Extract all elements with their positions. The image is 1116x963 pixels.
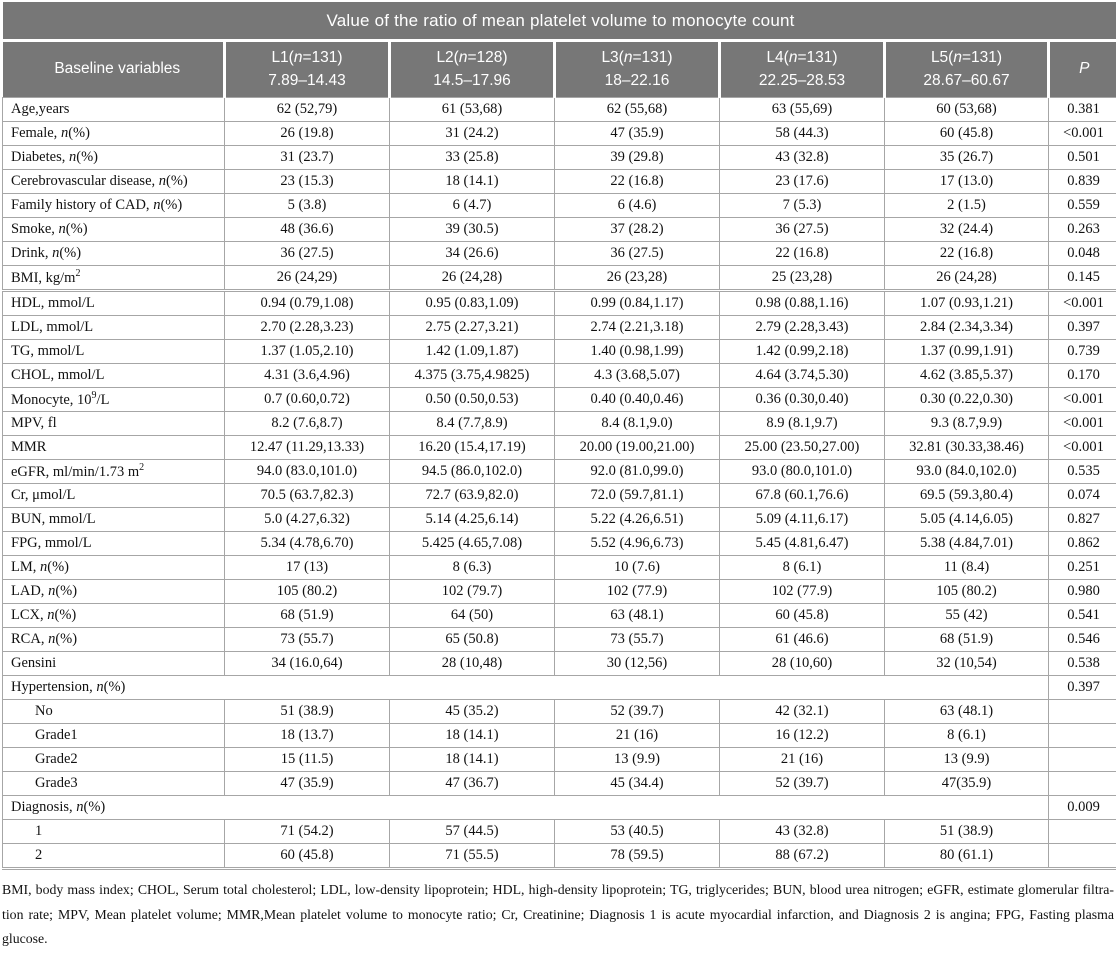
value-cell: 39 (29.8)	[555, 146, 720, 170]
value-cell: 31 (23.7)	[225, 146, 390, 170]
p-value-cell	[1049, 700, 1116, 724]
value-cell: 60 (53,68)	[885, 98, 1049, 122]
p-value-cell: <0.001	[1049, 291, 1116, 316]
value-cell: 25 (23,28)	[720, 266, 885, 291]
value-cell: 32 (10,54)	[885, 652, 1049, 676]
value-cell: 0.50 (0.50,0.53)	[390, 388, 555, 412]
value-cell: 11 (8.4)	[885, 556, 1049, 580]
table-title: Value of the ratio of mean platelet volume to monocyte count	[3, 2, 1116, 41]
value-cell: 8 (6.1)	[885, 724, 1049, 748]
p-value-cell: <0.001	[1049, 388, 1116, 412]
p-value-cell: 0.538	[1049, 652, 1116, 676]
value-cell: 45 (35.2)	[390, 700, 555, 724]
p-value-cell: <0.001	[1049, 122, 1116, 146]
table-row	[3, 604, 1116, 628]
value-cell: 4.3 (3.68,5.07)	[555, 364, 720, 388]
value-cell: 69.5 (59.3,80.4)	[885, 484, 1049, 508]
value-cell: 10 (7.6)	[555, 556, 720, 580]
row-label: 2	[3, 844, 225, 869]
table-row	[3, 266, 1116, 291]
value-cell: 1.37 (1.05,2.10)	[225, 340, 390, 364]
value-cell: 47 (35.9)	[555, 122, 720, 146]
row-label: Diagnosis, n(%)	[3, 796, 1049, 820]
table-row	[3, 724, 1116, 748]
table-row	[3, 436, 1116, 460]
p-value-cell: 0.541	[1049, 604, 1116, 628]
value-cell: 1.07 (0.93,1.21)	[885, 291, 1049, 316]
value-cell: 2.70 (2.28,3.23)	[225, 316, 390, 340]
row-label: Grade3	[3, 772, 225, 796]
table-row	[3, 170, 1116, 194]
row-label: Drink, n(%)	[3, 242, 225, 266]
value-cell: 1.37 (0.99,1.91)	[885, 340, 1049, 364]
value-cell: 8 (6.3)	[390, 556, 555, 580]
table-row	[3, 556, 1116, 580]
value-cell: 25.00 (23.50,27.00)	[720, 436, 885, 460]
value-cell: 42 (32.1)	[720, 700, 885, 724]
value-cell: 47(35.9)	[885, 772, 1049, 796]
p-value-cell	[1049, 844, 1116, 869]
value-cell: 52 (39.7)	[720, 772, 885, 796]
row-label: MPV, fl	[3, 412, 225, 436]
p-value-cell: 0.251	[1049, 556, 1116, 580]
p-value-cell: 0.739	[1049, 340, 1116, 364]
value-cell: 5.22 (4.26,6.51)	[555, 508, 720, 532]
value-cell: 18 (14.1)	[390, 748, 555, 772]
value-cell: 105 (80.2)	[225, 580, 390, 604]
value-cell: 51 (38.9)	[225, 700, 390, 724]
column-header-quintile: L4(n=131) 22.25–28.53	[720, 41, 885, 98]
value-cell: 39 (30.5)	[390, 218, 555, 242]
p-value-cell: <0.001	[1049, 412, 1116, 436]
p-value-cell: 0.009	[1049, 796, 1116, 820]
value-cell: 71 (55.5)	[390, 844, 555, 869]
p-value-cell: 0.501	[1049, 146, 1116, 170]
value-cell: 68 (51.9)	[225, 604, 390, 628]
table-row	[3, 820, 1116, 844]
p-value-cell: 0.381	[1049, 98, 1116, 122]
value-cell: 8 (6.1)	[720, 556, 885, 580]
value-cell: 61 (53,68)	[390, 98, 555, 122]
value-cell: 105 (80.2)	[885, 580, 1049, 604]
value-cell: 26 (24,28)	[885, 266, 1049, 291]
p-value-cell: 0.145	[1049, 266, 1116, 291]
value-cell: 20.00 (19.00,21.00)	[555, 436, 720, 460]
value-cell: 36 (27.5)	[225, 242, 390, 266]
row-label: Cerebrovascular disease, n(%)	[3, 170, 225, 194]
table-row	[3, 652, 1116, 676]
value-cell: 0.95 (0.83,1.09)	[390, 291, 555, 316]
p-value-cell	[1049, 724, 1116, 748]
value-cell: 2.74 (2.21,3.18)	[555, 316, 720, 340]
value-cell: 16.20 (15.4,17.19)	[390, 436, 555, 460]
value-cell: 5.0 (4.27,6.32)	[225, 508, 390, 532]
value-cell: 55 (42)	[885, 604, 1049, 628]
value-cell: 0.36 (0.30,0.40)	[720, 388, 885, 412]
value-cell: 53 (40.5)	[555, 820, 720, 844]
value-cell: 0.98 (0.88,1.16)	[720, 291, 885, 316]
value-cell: 80 (61.1)	[885, 844, 1049, 869]
value-cell: 22 (16.8)	[720, 242, 885, 266]
row-label: Family history of CAD, n(%)	[3, 194, 225, 218]
p-value-cell: 0.546	[1049, 628, 1116, 652]
table-row	[3, 796, 1116, 820]
value-cell: 28 (10,48)	[390, 652, 555, 676]
value-cell: 35 (26.7)	[885, 146, 1049, 170]
table-footnote: BMI, body mass index; CHOL, Serum total cholesterol; LDL, low-density lipoprotein; HDL, high-density lipoprotein; TG, triglycerides; BUN, blood urea nitrogen; eGFR, estimate glomerular filtra-tion rate; MPV, Mean platelet volume; MMR,Mean platelet volume to monocyte ratio; Cr, Creatinine; Diagnosis 1 is acute myocardial infarction, and Diagnosis 2 is angina; FPG, Fasting plasma glucose.	[2, 882, 1114, 947]
value-cell: 15 (11.5)	[225, 748, 390, 772]
table-row	[3, 194, 1116, 218]
row-label: 1	[3, 820, 225, 844]
value-cell: 13 (9.9)	[555, 748, 720, 772]
value-cell: 22 (16.8)	[555, 170, 720, 194]
row-label: Age,years	[3, 98, 225, 122]
value-cell: 63 (48.1)	[555, 604, 720, 628]
value-cell: 2.75 (2.27,3.21)	[390, 316, 555, 340]
p-value-cell	[1049, 748, 1116, 772]
value-cell: 32.81 (30.33,38.46)	[885, 436, 1049, 460]
value-cell: 7 (5.3)	[720, 194, 885, 218]
row-label: LAD, n(%)	[3, 580, 225, 604]
value-cell: 0.30 (0.22,0.30)	[885, 388, 1049, 412]
value-cell: 16 (12.2)	[720, 724, 885, 748]
table-row	[3, 844, 1116, 869]
p-value-cell: 0.535	[1049, 460, 1116, 484]
value-cell: 8.2 (7.6,8.7)	[225, 412, 390, 436]
table-row	[3, 291, 1116, 316]
value-cell: 26 (19.8)	[225, 122, 390, 146]
value-cell: 4.31 (3.6,4.96)	[225, 364, 390, 388]
table-row	[3, 146, 1116, 170]
value-cell: 93.0 (80.0,101.0)	[720, 460, 885, 484]
p-value-cell: 0.048	[1049, 242, 1116, 266]
column-header-quintile: L5(n=131) 28.67–60.67	[885, 41, 1049, 98]
value-cell: 60 (45.8)	[885, 122, 1049, 146]
value-cell: 2.84 (2.34,3.34)	[885, 316, 1049, 340]
value-cell: 93.0 (84.0,102.0)	[885, 460, 1049, 484]
value-cell: 4.62 (3.85,5.37)	[885, 364, 1049, 388]
p-value-cell: 0.559	[1049, 194, 1116, 218]
value-cell: 17 (13.0)	[885, 170, 1049, 194]
table-row	[3, 316, 1116, 340]
value-cell: 12.47 (11.29,13.33)	[225, 436, 390, 460]
value-cell: 94.5 (86.0,102.0)	[390, 460, 555, 484]
value-cell: 6 (4.7)	[390, 194, 555, 218]
row-label: Hypertension, n(%)	[3, 676, 1049, 700]
value-cell: 60 (45.8)	[720, 604, 885, 628]
p-value-cell	[1049, 820, 1116, 844]
value-cell: 18 (14.1)	[390, 170, 555, 194]
value-cell: 73 (55.7)	[555, 628, 720, 652]
row-label: LDL, mmol/L	[3, 316, 225, 340]
value-cell: 26 (24,28)	[390, 266, 555, 291]
value-cell: 31 (24.2)	[390, 122, 555, 146]
value-cell: 8.4 (8.1,9.0)	[555, 412, 720, 436]
table-row	[3, 364, 1116, 388]
value-cell: 36 (27.5)	[720, 218, 885, 242]
value-cell: 13 (9.9)	[885, 748, 1049, 772]
value-cell: 18 (13.7)	[225, 724, 390, 748]
column-header-row	[3, 41, 1116, 98]
value-cell: 1.42 (1.09,1.87)	[390, 340, 555, 364]
value-cell: 63 (55,69)	[720, 98, 885, 122]
row-label: eGFR, ml/min/1.73 $m^2$	[3, 460, 225, 484]
value-cell: 5.14 (4.25,6.14)	[390, 508, 555, 532]
value-cell: 88 (67.2)	[720, 844, 885, 869]
value-cell: 5.34 (4.78,6.70)	[225, 532, 390, 556]
value-cell: 45 (34.4)	[555, 772, 720, 796]
value-cell: 5 (3.8)	[225, 194, 390, 218]
table-row	[3, 388, 1116, 412]
value-cell: 23 (17.6)	[720, 170, 885, 194]
value-cell: 5.45 (4.81,6.47)	[720, 532, 885, 556]
value-cell: 102 (77.9)	[555, 580, 720, 604]
row-label: LM, n(%)	[3, 556, 225, 580]
value-cell: 5.09 (4.11,6.17)	[720, 508, 885, 532]
value-cell: 52 (39.7)	[555, 700, 720, 724]
p-value-cell	[1049, 772, 1116, 796]
value-cell: 72.0 (59.7,81.1)	[555, 484, 720, 508]
table-row	[3, 122, 1116, 146]
value-cell: 92.0 (81.0,99.0)	[555, 460, 720, 484]
row-label: LCX, n(%)	[3, 604, 225, 628]
column-header-p-value: P	[1049, 41, 1116, 98]
value-cell: 30 (12,56)	[555, 652, 720, 676]
value-cell: 6 (4.6)	[555, 194, 720, 218]
column-header-quintile: L2(n=128) 14.5–17.96	[390, 41, 555, 98]
value-cell: 26 (24,29)	[225, 266, 390, 291]
p-value-cell: 0.397	[1049, 676, 1116, 700]
table-row	[3, 676, 1116, 700]
value-cell: 78 (59.5)	[555, 844, 720, 869]
value-cell: 5.425 (4.65,7.08)	[390, 532, 555, 556]
p-value-cell: 0.862	[1049, 532, 1116, 556]
table-row	[3, 748, 1116, 772]
value-cell: 18 (14.1)	[390, 724, 555, 748]
value-cell: 8.4 (7.7,8.9)	[390, 412, 555, 436]
value-cell: 61 (46.6)	[720, 628, 885, 652]
table-row	[3, 580, 1116, 604]
table-row	[3, 460, 1116, 484]
value-cell: 102 (79.7)	[390, 580, 555, 604]
table-row	[3, 218, 1116, 242]
p-value-cell: 0.839	[1049, 170, 1116, 194]
row-label: HDL, mmol/L	[3, 291, 225, 316]
table-body	[3, 98, 1116, 869]
value-cell: 72.7 (63.9,82.0)	[390, 484, 555, 508]
value-cell: 0.40 (0.40,0.46)	[555, 388, 720, 412]
value-cell: 5.05 (4.14,6.05)	[885, 508, 1049, 532]
value-cell: 43 (32.8)	[720, 146, 885, 170]
row-label: Smoke, n(%)	[3, 218, 225, 242]
value-cell: 57 (44.5)	[390, 820, 555, 844]
row-label: Grade2	[3, 748, 225, 772]
table-row	[3, 98, 1116, 122]
value-cell: 1.40 (0.98,1.99)	[555, 340, 720, 364]
value-cell: 102 (77.9)	[720, 580, 885, 604]
value-cell: 0.99 (0.84,1.17)	[555, 291, 720, 316]
value-cell: 43 (32.8)	[720, 820, 885, 844]
value-cell: 23 (15.3)	[225, 170, 390, 194]
table-row	[3, 772, 1116, 796]
p-value-cell: 0.827	[1049, 508, 1116, 532]
row-label: MMR	[3, 436, 225, 460]
table-row	[3, 628, 1116, 652]
value-cell: 26 (23,28)	[555, 266, 720, 291]
value-cell: 37 (28.2)	[555, 218, 720, 242]
p-value-cell: 0.170	[1049, 364, 1116, 388]
row-label: CHOL, mmol/L	[3, 364, 225, 388]
row-label: BUN, mmol/L	[3, 508, 225, 532]
row-label: BMI, $kg/m^2$	[3, 266, 225, 291]
value-cell: 60 (45.8)	[225, 844, 390, 869]
value-cell: 51 (38.9)	[885, 820, 1049, 844]
p-value-cell: <0.001	[1049, 436, 1116, 460]
column-header-baseline-variables: Baseline variables	[3, 41, 225, 98]
p-value-cell: 0.074	[1049, 484, 1116, 508]
table-header	[3, 2, 1116, 98]
value-cell: 1.42 (0.99,2.18)	[720, 340, 885, 364]
value-cell: 2.79 (2.28,3.43)	[720, 316, 885, 340]
value-cell: 21 (16)	[555, 724, 720, 748]
row-label: TG, mmol/L	[3, 340, 225, 364]
value-cell: 17 (13)	[225, 556, 390, 580]
baseline-variables-table	[2, 2, 1116, 870]
value-cell: 68 (51.9)	[885, 628, 1049, 652]
value-cell: 32 (24.4)	[885, 218, 1049, 242]
value-cell: 63 (48.1)	[885, 700, 1049, 724]
row-label: Diabetes, n(%)	[3, 146, 225, 170]
value-cell: 21 (16)	[720, 748, 885, 772]
table-row	[3, 700, 1116, 724]
value-cell: 67.8 (60.1,76.6)	[720, 484, 885, 508]
row-label: Female, n(%)	[3, 122, 225, 146]
table-row	[3, 242, 1116, 266]
row-label: Gensini	[3, 652, 225, 676]
value-cell: 34 (26.6)	[390, 242, 555, 266]
row-label: No	[3, 700, 225, 724]
value-cell: 28 (10,60)	[720, 652, 885, 676]
table-row	[3, 532, 1116, 556]
value-cell: 22 (16.8)	[885, 242, 1049, 266]
value-cell: 33 (25.8)	[390, 146, 555, 170]
table-row	[3, 484, 1116, 508]
value-cell: 0.94 (0.79,1.08)	[225, 291, 390, 316]
value-cell: 2 (1.5)	[885, 194, 1049, 218]
column-header-quintile: L3(n=131) 18–22.16	[555, 41, 720, 98]
value-cell: 48 (36.6)	[225, 218, 390, 242]
table-title-row	[3, 2, 1116, 41]
value-cell: 47 (35.9)	[225, 772, 390, 796]
row-label: RCA, n(%)	[3, 628, 225, 652]
value-cell: 62 (52,79)	[225, 98, 390, 122]
value-cell: 62 (55,68)	[555, 98, 720, 122]
column-header-quintile: L1(n=131) 7.89–14.43	[225, 41, 390, 98]
row-label: Cr, μmol/L	[3, 484, 225, 508]
value-cell: 5.38 (4.84,7.01)	[885, 532, 1049, 556]
value-cell: 36 (27.5)	[555, 242, 720, 266]
row-label: Monocyte, $10^9/L$	[3, 388, 225, 412]
row-label: FPG, mmol/L	[3, 532, 225, 556]
p-value-cell: 0.263	[1049, 218, 1116, 242]
table-row	[3, 508, 1116, 532]
value-cell: 47 (36.7)	[390, 772, 555, 796]
value-cell: 65 (50.8)	[390, 628, 555, 652]
value-cell: 94.0 (83.0,101.0)	[225, 460, 390, 484]
value-cell: 64 (50)	[390, 604, 555, 628]
value-cell: 71 (54.2)	[225, 820, 390, 844]
p-value-cell: 0.980	[1049, 580, 1116, 604]
value-cell: 70.5 (63.7,82.3)	[225, 484, 390, 508]
value-cell: 73 (55.7)	[225, 628, 390, 652]
table-row	[3, 340, 1116, 364]
value-cell: 0.7 (0.60,0.72)	[225, 388, 390, 412]
p-value-cell: 0.397	[1049, 316, 1116, 340]
value-cell: 8.9 (8.1,9.7)	[720, 412, 885, 436]
value-cell: 58 (44.3)	[720, 122, 885, 146]
value-cell: 4.375 (3.75,4.9825)	[390, 364, 555, 388]
value-cell: 5.52 (4.96,6.73)	[555, 532, 720, 556]
value-cell: 34 (16.0,64)	[225, 652, 390, 676]
table-row	[3, 412, 1116, 436]
row-label: Grade1	[3, 724, 225, 748]
value-cell: 9.3 (8.7,9.9)	[885, 412, 1049, 436]
value-cell: 4.64 (3.74,5.30)	[720, 364, 885, 388]
